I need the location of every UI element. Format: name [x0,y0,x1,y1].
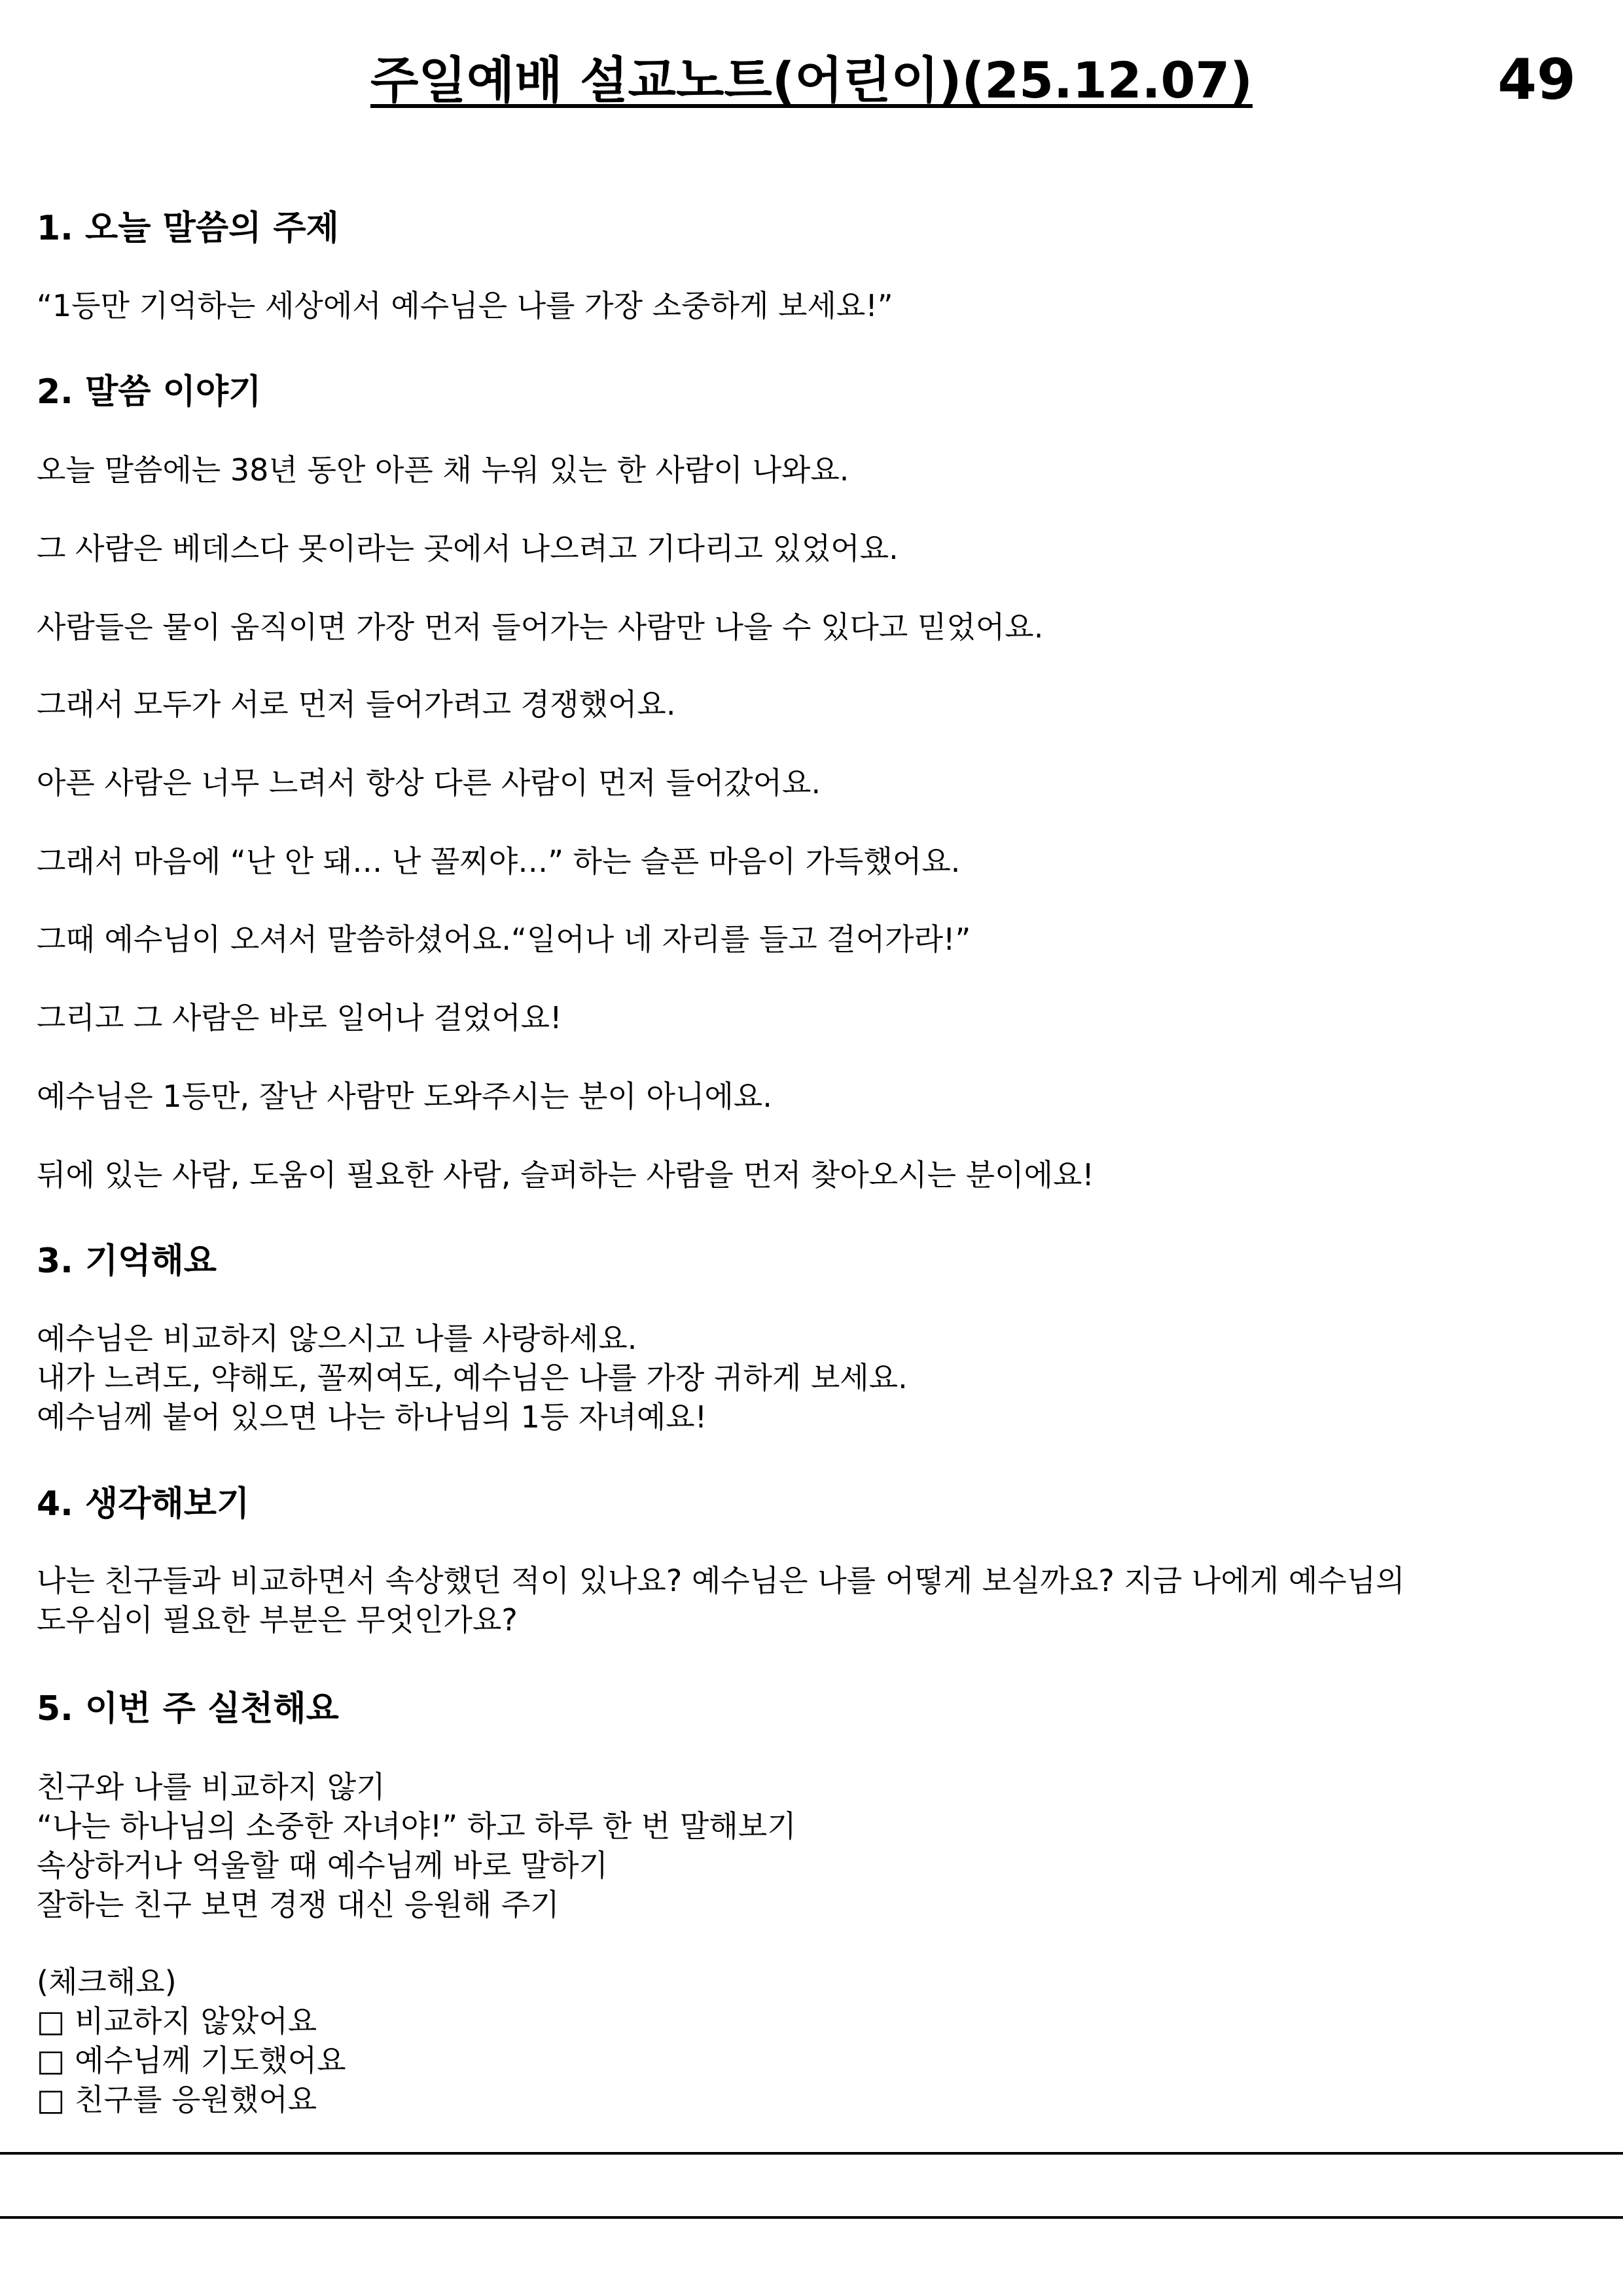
think-line: 나는 친구들과 비교하면서 속상했던 적이 있나요? 예수님은 나를 어떻게 보실까요? 지금 나에게 예수님의 [37,1563,1405,1598]
story-line: 그리고 그 사람은 바로 일어나 걸었어요! [37,1000,562,1035]
checklist-item: □ 비교하지 않았어요 [37,2003,317,2039]
remember-line: 예수님께 붙어 있으면 나는 하나님의 1등 자녀예요! [37,1399,707,1435]
story-line: 사람들은 물이 움직이면 가장 먼저 들어가는 사람만 나을 수 있다고 믿었어요. [37,609,1044,645]
story-line: 그때 예수님이 오셔서 말씀하셨어요.“일어나 네 자리를 들고 걸어가라!” [37,922,971,957]
story-line: 그래서 마음에 “난 안 돼… 난 꼴찌야…” 하는 슬픈 마음이 가득했어요. [37,844,961,879]
topic-text: “1등만 기억하는 세상에서 예수님은 나를 가장 소중하게 보세요!” [37,288,893,323]
divider-line [0,2216,1623,2219]
practice-line: 친구와 나를 비교하지 않기 [37,1769,385,1804]
story-line: 오늘 말씀에는 38년 동안 아픈 채 누워 있는 한 사람이 나와요. [37,452,849,488]
section-heading-practice: 5. 이번 주 실천해요 [37,1689,339,1729]
section-heading-story: 2. 말씀 이야기 [37,372,262,412]
practice-line: “나는 하나님의 소중한 자녀야!” 하고 하루 한 번 말해보기 [37,1808,796,1844]
story-line: 뒤에 있는 사람, 도움이 필요한 사람, 슬퍼하는 사람을 먼저 찾아오시는 분이에요! [37,1157,1094,1193]
checklist-label: (체크해요) [37,1964,177,2000]
divider-line [0,2152,1623,2155]
remember-line: 내가 느려도, 약해도, 꼴찌여도, 예수님은 나를 가장 귀하게 보세요. [37,1360,908,1395]
page-title: 주일예배 설교노트(어린이)(25.12.07) [370,51,1253,109]
section-heading-think: 4. 생각해보기 [37,1484,250,1524]
story-line: 예수님은 1등만, 잘난 사람만 도와주시는 분이 아니에요. [37,1079,772,1114]
section-heading-remember: 3. 기억해요 [37,1242,217,1281]
story-line: 그래서 모두가 서로 먼저 들어가려고 경쟁했어요. [37,687,676,722]
checklist-item: □ 친구를 응원했어요 [37,2082,317,2117]
section-heading-topic: 1. 오늘 말씀의 주제 [37,209,339,248]
think-line: 도우심이 필요한 부분은 무엇인가요? [37,1602,518,1638]
remember-line: 예수님은 비교하지 않으시고 나를 사랑하세요. [37,1321,637,1356]
page-number: 49 [1497,47,1576,113]
checklist-item: □ 예수님께 기도했어요 [37,2043,346,2078]
practice-line: 잘하는 친구 보면 경쟁 대신 응원해 주기 [37,1887,560,1922]
story-line: 그 사람은 베데스다 못이라는 곳에서 나으려고 기다리고 있었어요. [37,531,899,566]
story-line: 아픈 사람은 너무 느려서 항상 다른 사람이 먼저 들어갔어요. [37,765,821,800]
practice-line: 속상하거나 억울할 때 예수님께 바로 말하기 [37,1848,608,1883]
